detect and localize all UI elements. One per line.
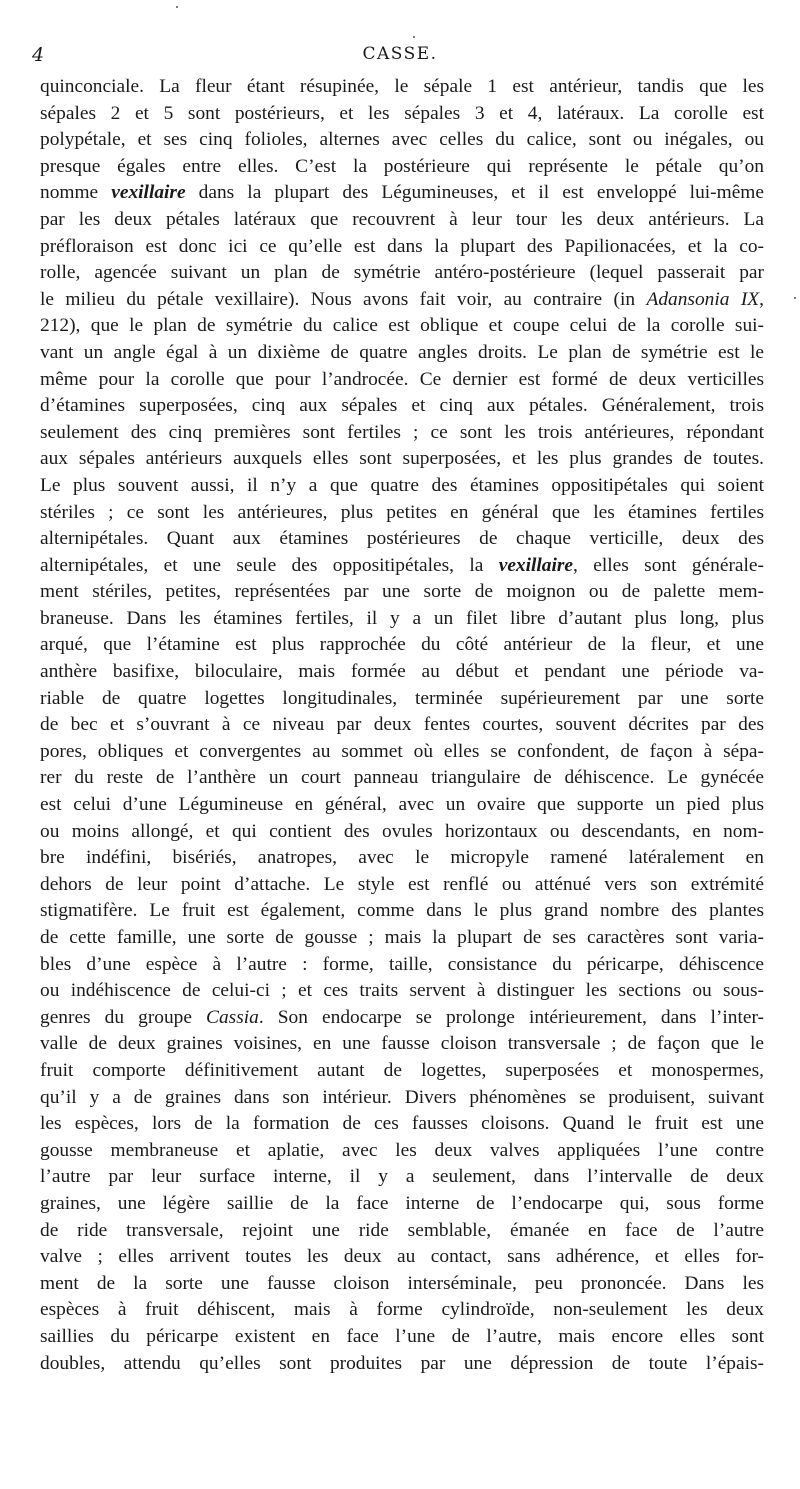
- text-run: Le plus souvent aussi, il n’y a que quatre des étamines oppositipétales qui soient: [40, 474, 764, 496]
- italic-term: vexillaire: [498, 554, 574, 576]
- text-run: de ride transversale, rejoint une ride semblable, émanée en face de l’autre: [40, 1219, 764, 1241]
- text-line: [40, 234, 764, 261]
- body-paragraph: [40, 74, 764, 1377]
- text-line: [40, 180, 764, 207]
- text-run: quinconciale. La fleur étant résupinée, le sépale 1 est antérieur, tandis que les: [40, 76, 764, 97]
- text-run: rolle, agencée suivant un plan de symétrie antéro-postérieure (lequel passerait par: [40, 262, 764, 284]
- text-line: [40, 819, 764, 846]
- text-line: [40, 1244, 764, 1271]
- text-run: genres du groupe: [40, 1006, 207, 1028]
- text-line: [40, 526, 764, 553]
- text-run: riable de quatre logettes longitudinales, terminée supérieurement par une sorte: [40, 687, 764, 709]
- text-run: fruit comporte définitivement autant de logettes, superposées et monospermes,: [40, 1059, 764, 1081]
- text-line: [40, 1085, 764, 1112]
- text-line: [40, 739, 764, 766]
- text-line: [40, 340, 764, 367]
- text-line: [40, 1351, 764, 1378]
- text-line: [40, 1297, 764, 1324]
- text-line: [40, 473, 764, 500]
- text-run: l’autre par leur surface interne, il y a seulement, dans l’intervalle de deux: [40, 1166, 764, 1188]
- text-run: ,: [759, 288, 764, 310]
- italic-term: vexillaire: [111, 182, 186, 204]
- text-line: [40, 1218, 764, 1245]
- text-run: valve ; elles arrivent toutes les deux au contact, sans adhérence, et elles for-: [40, 1246, 764, 1268]
- text-line: [40, 632, 764, 659]
- text-line: [40, 420, 764, 447]
- text-run: ment stériles, petites, représentées par une sorte de moignon ou de palette mem-: [40, 581, 764, 603]
- text-line: [40, 1138, 764, 1165]
- text-run: alternipétales. Quant aux étamines postérieures de chaque verticille, deux des: [40, 528, 764, 550]
- text-run: rer du reste de l’anthère un court panneau triangulaire de déhiscence. Le gynécée: [40, 767, 764, 789]
- page-number: 4: [32, 44, 45, 66]
- text-line: [40, 287, 764, 314]
- text-run: ou moins allongé, et qui contient des ovules horizontaux ou descendants, en nom-: [40, 820, 764, 842]
- text-line: [40, 872, 764, 899]
- text-line: [40, 500, 764, 527]
- print-speck: [176, 6, 178, 8]
- text-run: même pour la corolle que pour l’androcée. Ce dernier est formé de deux verticilles: [40, 368, 764, 390]
- text-line: [40, 393, 764, 420]
- text-run: graines, une légère saillie de la face interne de l’endocarpe qui, sous forme: [40, 1192, 764, 1214]
- text-run: presque égales entre elles. C’est la postérieure qui représente le pétale qu’on: [40, 155, 764, 177]
- text-run: , elles sont générale-: [573, 554, 764, 576]
- text-run: nomme: [40, 182, 112, 204]
- text-run: stériles ; ce sont les antérieures, plus petites en général que les étamines fertiles: [40, 501, 764, 523]
- text-line: [40, 712, 764, 739]
- text-line: [40, 606, 764, 633]
- text-run: ment de la sorte une fausse cloison interséminale, peu prononcée. Dans les: [40, 1272, 764, 1294]
- text-line: [40, 1058, 764, 1085]
- running-title: CASSE.: [362, 44, 438, 64]
- text-run: saillies du péricarpe existent en face l’une de l’autre, mais encore elles sont: [40, 1325, 764, 1347]
- text-run: bre indéfini, bisériés, anatropes, avec le micropyle ramené latéralement en: [40, 847, 764, 869]
- text-line: [40, 1164, 764, 1191]
- text-line: [40, 1031, 764, 1058]
- text-line: [40, 579, 764, 606]
- print-speck: [413, 36, 415, 38]
- text-run: les espèces, lors de la formation de ces fausses cloisons. Quand le fruit est une: [40, 1113, 764, 1135]
- text-line: [40, 898, 764, 925]
- text-line: [40, 207, 764, 234]
- text-line: [40, 765, 764, 792]
- text-line: [40, 1271, 764, 1298]
- text-line: [40, 686, 764, 713]
- text-run: le milieu du pétale vexillaire). Nous avons fait voir, au contraire (in: [40, 288, 647, 310]
- text-line: [40, 792, 764, 819]
- text-line: [40, 1111, 764, 1138]
- text-run: anthère basifixe, biloculaire, mais formée au début et pendant une période va-: [40, 661, 764, 683]
- text-run: stigmatifère. Le fruit est également, comme dans le plus grand nombre des plantes: [40, 900, 764, 922]
- text-line: [40, 101, 764, 128]
- text-line: [40, 659, 764, 686]
- text-line: [40, 925, 764, 952]
- print-speck: [794, 297, 796, 299]
- text-run: est celui d’une Légumineuse en général, avec un ovaire que supporte un pied plus: [40, 794, 764, 816]
- text-run: valle de deux graines voisines, en une fausse cloison transversale ; de façon que le: [40, 1033, 764, 1055]
- text-line: [40, 1191, 764, 1218]
- text-line: [40, 952, 764, 979]
- text-run: arqué, que l’étamine est plus rapprochée du côté antérieur de la fleur, et une: [40, 634, 764, 656]
- text-run: sépales 2 et 5 sont postérieurs, et les sépales 3 et 4, latéraux. La corolle est: [40, 102, 764, 124]
- text-line: [40, 367, 764, 394]
- text-run: pores, obliques et convergentes au sommet où elles se confondent, de façon à sépa-: [40, 740, 764, 762]
- text-line: [40, 845, 764, 872]
- text-line: [40, 1005, 764, 1032]
- text-run: aux sépales antérieurs auxquels elles sont superposées, et les plus grandes de toutes.: [40, 448, 764, 470]
- text-run: d’étamines superposées, cinq aux sépales et cinq aux pétales. Généralement, trois: [40, 395, 764, 417]
- text-run: de cette famille, une sorte de gousse ; mais la plupart de ses caractères sont varia-: [40, 927, 764, 948]
- text-run: de bec et s’ouvrant à ce niveau par deux fentes courtes, souvent décrites par des: [40, 714, 764, 736]
- text-line: [40, 446, 764, 473]
- text-run: par les deux pétales latéraux que recouvrent à leur tour les deux antérieurs. La: [40, 208, 764, 230]
- text-line: [40, 553, 764, 580]
- text-run: . Son endocarpe se prolonge intérieurement, dans l’inter-: [258, 1006, 764, 1028]
- text-run: dans la plupart des Légumineuses, et il est enveloppé lui-même: [185, 182, 764, 204]
- text-line: [40, 74, 764, 101]
- text-line: [40, 313, 764, 340]
- text-run: seulement des cinq premières sont fertiles ; ce sont les trois antérieures, répondant: [40, 421, 764, 443]
- text-line: [40, 154, 764, 181]
- text-line: [40, 127, 764, 154]
- text-run: qu’il y a de graines dans son intérieur. Divers phénomènes se produisent, suivant: [40, 1086, 764, 1108]
- text-run: 212), que le plan de symétrie du calice est oblique et coupe celui de la corolle sui-: [40, 315, 764, 337]
- text-run: vant un angle égal à un dixième de quatre angles droits. Le plan de symétrie est le: [40, 341, 764, 363]
- running-head: [32, 44, 768, 72]
- italic-term: Adansonia IX: [646, 288, 760, 310]
- text-run: polypétale, et ses cinq folioles, alternes avec celles du calice, sont ou inégales, ou: [40, 129, 764, 151]
- text-line: [40, 978, 764, 1005]
- text-run: doubles, attendu qu’elles sont produites par une dépression de toute l’épais-: [40, 1352, 764, 1374]
- italic-term: Cassia: [206, 1006, 259, 1028]
- text-run: préfloraison est donc ici ce qu’elle est dans la plupart des Papilionacées, et la co-: [40, 235, 764, 257]
- text-run: espèces à fruit déhiscent, mais à forme cylindroïde, non-seulement les deux: [40, 1299, 764, 1321]
- text-run: bles d’une espèce à l’autre : forme, taille, consistance du péricarpe, déhiscence: [40, 953, 764, 975]
- text-run: ou indéhiscence de celui-ci ; et ces traits servent à distinguer les sections ou sous-: [40, 980, 764, 1002]
- text-run: gousse membraneuse et aplatie, avec les deux valves appliquées l’une contre: [40, 1139, 764, 1161]
- text-run: dehors de leur point d’attache. Le style est renflé ou atténué vers son extrémité: [40, 873, 764, 895]
- text-line: [40, 1324, 764, 1351]
- text-run: alternipétales, et une seule des oppositipétales, la: [40, 554, 499, 576]
- text-run: braneuse. Dans les étamines fertiles, il y a un filet libre d’autant plus long, plus: [40, 607, 764, 629]
- text-line: [40, 260, 764, 287]
